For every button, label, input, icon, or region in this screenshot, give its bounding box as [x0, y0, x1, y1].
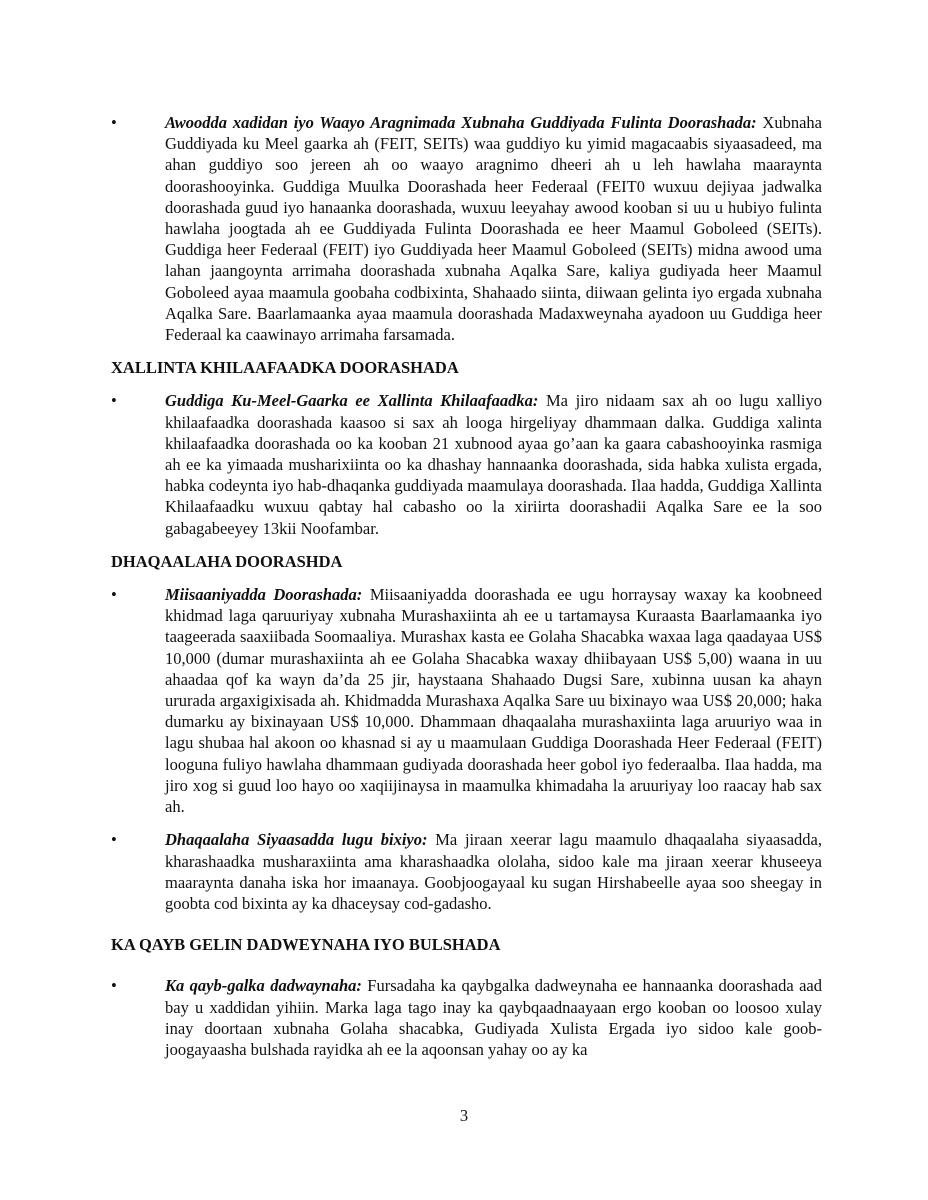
bullet-icon: •: [111, 830, 117, 850]
bullet-body: Ma jiro nidaam sax ah oo lugu xalliyo khilaafaadka doorashada kaasoo si sax ah looga hirgeliyay dhammaan dalka. Guddiga xalinta khilaafaadka doorashada oo ka kooban 21 xubnood ayaa go’aan ka gaara cabashooyinka rasmiga ah ee ka yimaada musharixiinta oo ka dhashay hannaanka doorashada, sida habka xulista ergada, habka codeynta iyo hab-dhaqanka guddiyada maamulaya doorashada. Ilaa hadda, Guddiga Xallinta Khilaafaadku wuxuu qabtay hal cabasho oo la xiriirta doorashadii Aqalka Sare ee la soo gabagabeeyey 13kii Noofambar.: [165, 391, 823, 538]
bullet-term: Guddiga Ku-Meel-Gaarka ee Xallinta Khilaafaadka:: [165, 391, 539, 411]
bullet-body: Xubnaha Guddiyada ku Meel gaarka ah (FEIT, SEITs) waa guddiyo ku yimid magacaabis siyaasadeed, ma ahan guddiyo soo jereen ah oo waayo aragnimo dheeri ah u leh hawlaha maaraynta doorashooyinka. Guddiga Muulka Doorashada heer Federaal (FEIT0 wuxuu dejiyaa jadwalka doorashada guud iyo hanaanka doorashada, wuxuu leeyahay awood kooban si uu u hubiyo fulinta hawlaha joogtada ah ee Guddiyada Fulinta Doorashada ee heer Maamul Goboleed (SEITs). Guddiga heer Federaal (FEIT) iyo Guddiyada heer Maamul Goboleed (SEITs) midna awood uma lahan jaangoynta arrimaha doorashada xubnaha Aqalka Sare, kaliya gudiyada heer Maamul Goboleed ayaa maamula goobaha codbixinta, Shahaado siinta, diiwaan gelinta iyo ergada xubnaha Aqalka Sare. Baarlamaanka ayaa maamula doorashada Madaxweynaha ayadoon uu Guddiga heer Federaal ka caawinayo arrimaha farsamada.: [165, 113, 822, 345]
bullet-icon: •: [111, 585, 117, 605]
bullet-item-political-finance: [111, 829, 822, 914]
bullet-paragraph: [165, 829, 822, 914]
bullet-term: Ka qayb-galka dadwaynaha:: [165, 976, 362, 996]
bullet-term: Miisaaniyadda Doorashada:: [165, 585, 363, 605]
bullet-icon: •: [111, 391, 117, 411]
bullet-term: Awoodda xadidan iyo Waayo Aragnimada Xubnaha Guddiyada Fulinta Doorashada:: [165, 113, 757, 132]
bullet-paragraph: [165, 390, 822, 538]
bullet-paragraph: [165, 975, 822, 1060]
bullet-icon: •: [111, 976, 117, 996]
bullet-term: Dhaqaalaha Siyaasadda lugu bixiyo:: [165, 830, 428, 850]
bullet-paragraph: [165, 112, 822, 345]
page-number: 3: [459, 1106, 469, 1125]
bullet-icon: •: [111, 113, 117, 132]
bullet-item-dispute-committee: [111, 390, 822, 538]
bullet-body: Ma jiraan xeerar lagu maamulo dhaqaalaha siyaasadda, kharashaadka musharaxiinta ama kharashaadka ololaha, sidoo kale ma jiraan xeerar khuseeya maaraynta danaha iska hor imaanaya. Goobjoogayaal ku sugan Hirshabeelle ayaa soo sheegay in goobta cod bixinta ay ka dhaceysay cod-gadasho.: [165, 830, 822, 913]
bullet-body: Miisaaniyadda doorashada ee ugu horraysay waxay ka koobneed khidmad laga qaruuriyay xubnaha Murashaxiinta ah ee u tartamaysa Kuraasta Baarlamaanka iyo taageerada saaxiibada Soomaaliya. Murashax kasta ee Golaha Shacabka waxaa laga qaadayaa US$ 10,000 (dumar murashaxiinta ah ee Golaha Shacabka waxay dhiibayaan US$ 5,00) waana in uu ahaadaa qof ka wayn da’da 25 jir, haystaana Shahaado Dugsi Sare, xubinna uusan ka ahayn ururada argaxigixisada ah. Khidmadda Murashaxa Aqalka Sare uu bixinayo waa US$ 20,000; haka dumarku ay bixinayaan US$ 10,000. Dhammaan dhaqaalaha murashaxiinta laga aruuriyo waa in lagu shubaa hal akoon oo khasnad si ay u maamulaan Guddiga Doorashada Heer Federaal (FEIT) looguna fuliyo hawlaha dhammaan gudiyada doorashada heer gobol iyo federaalba. Ilaa hadda, ma jiro xog si guud loo hayo oo xaqiijinaysa in maamulka khimadaha la aruuriyay loo raacay hab sax ah.: [165, 585, 822, 817]
page-content: [111, 112, 822, 1060]
bullet-item-election-committees: [111, 112, 822, 345]
bullet-item-public-participation: [111, 975, 822, 1060]
section-heading-dispute-resolution: XALLINTA KHILAAFAADKA DOORASHADA: [111, 358, 459, 378]
section-heading-public-participation: KA QAYB GELIN DADWEYNAHA IYO BULSHADA: [111, 935, 501, 955]
section-heading-election-finance: DHAQAALAHA DOORASHDA: [111, 551, 343, 571]
bullet-body: Fursadaha ka qaybgalka dadweynaha ee hannaanka doorashada aad bay u xaddidan yihiin. Marka laga tago inay ka qaybqaadnaayaan ergo kooban oo loosoo xulay inay doortaan xubnaha Golaha shacabka, Gudiyada Xulista Ergada iyo sidoo kale goob-joogayaasha bulshada rayidka ah ee la aqoonsan yahay oo ay ka: [165, 976, 822, 1059]
bullet-item-election-budget: [111, 584, 822, 817]
bullet-paragraph: [165, 584, 822, 817]
